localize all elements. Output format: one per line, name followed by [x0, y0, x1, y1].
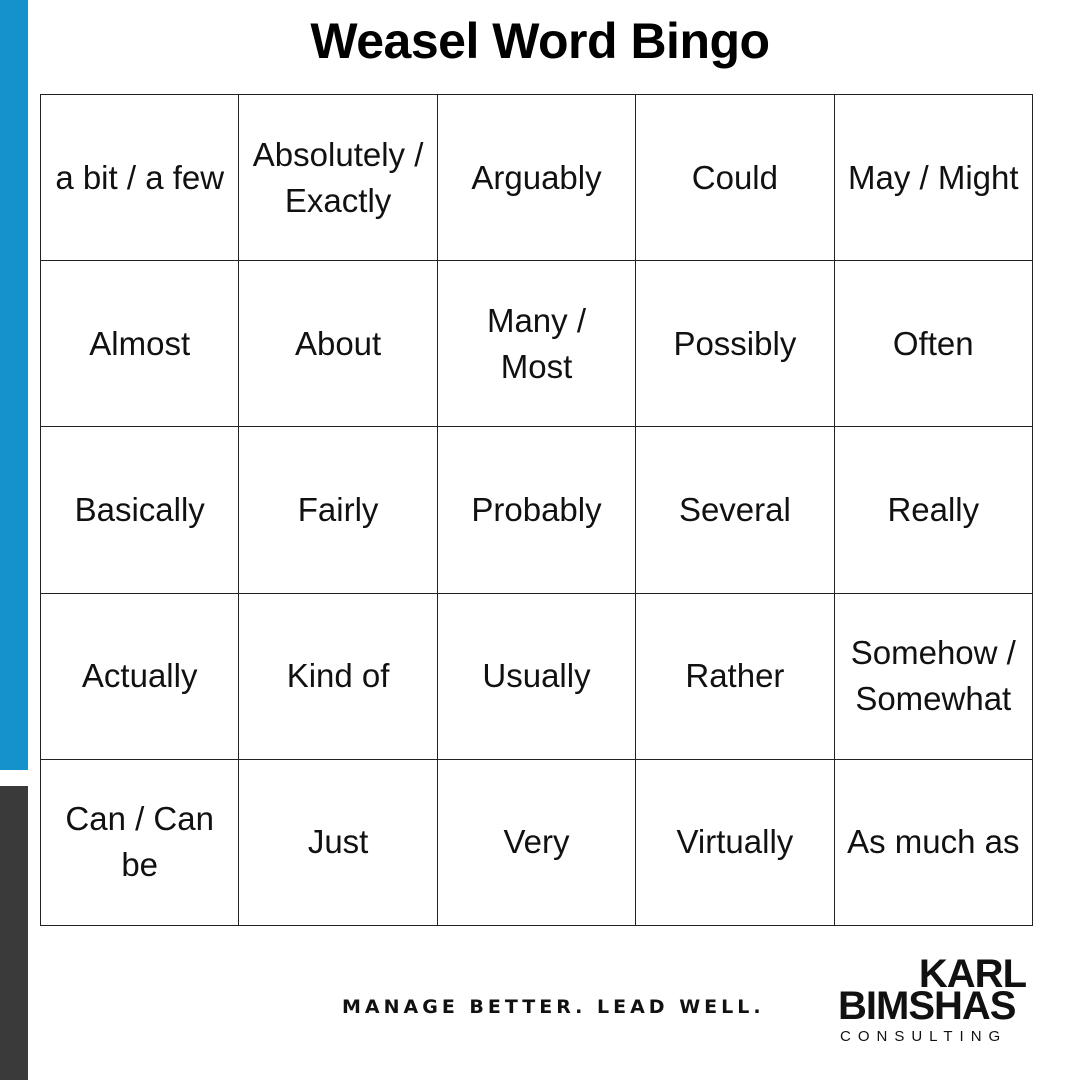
- bingo-cell: [239, 95, 437, 261]
- bingo-cell-label: Can / Can be: [65, 800, 214, 884]
- bingo-cell-label: About: [294, 324, 382, 362]
- bingo-cell-label: Many / Most: [486, 301, 587, 385]
- bingo-cell: [636, 760, 834, 926]
- bingo-cell: [41, 427, 239, 593]
- accent-bar-blue: [0, 0, 28, 770]
- bingo-cell: [835, 95, 1033, 261]
- bingo-cell: [239, 427, 437, 593]
- bingo-cell: [239, 594, 437, 760]
- bingo-cell-label: Almost: [89, 324, 191, 362]
- bingo-cell: [636, 261, 834, 427]
- bingo-cell-label: May / Might: [848, 158, 1019, 196]
- bingo-cell: [41, 760, 239, 926]
- bingo-cell-label: Just: [307, 823, 369, 861]
- bingo-cell-label: Somehow / Somewhat: [850, 634, 1016, 718]
- bingo-cell-label: Fairly: [297, 490, 379, 528]
- bingo-cell: [636, 95, 834, 261]
- bingo-cell: [41, 261, 239, 427]
- bingo-cell: [438, 261, 636, 427]
- bingo-cell-label: Virtually: [676, 823, 794, 861]
- company-logo: [838, 954, 1028, 1044]
- bingo-cell: [835, 261, 1033, 427]
- bingo-cell-label: a bit / a few: [55, 158, 225, 196]
- bingo-cell: [438, 427, 636, 593]
- bingo-cell-label: Actually: [81, 657, 198, 695]
- bingo-cell-label: Really: [887, 490, 980, 528]
- bingo-cell-label: Absolutely / Exactly: [252, 135, 424, 219]
- bingo-cell: [636, 427, 834, 593]
- logo-line-3: CONSULTING: [840, 1028, 1008, 1045]
- bingo-cell: [239, 760, 437, 926]
- bingo-cell: [41, 594, 239, 760]
- bingo-cell-label: Basically: [74, 490, 205, 528]
- bingo-cell-label: Kind of: [286, 657, 390, 695]
- bingo-cell: [835, 594, 1033, 760]
- bingo-cell: [438, 95, 636, 261]
- bingo-cell: [438, 594, 636, 760]
- bingo-cell-label: Possibly: [673, 324, 797, 362]
- bingo-cell-label: Probably: [471, 490, 602, 528]
- bingo-cell: [41, 95, 239, 261]
- bingo-cell-label: Very: [503, 823, 570, 861]
- page-title: Weasel Word Bingo: [310, 13, 770, 69]
- bingo-cell: [835, 427, 1033, 593]
- accent-bar-dark: [0, 786, 28, 1080]
- bingo-cell: [835, 760, 1033, 926]
- bingo-cell-label: Often: [892, 324, 974, 362]
- bingo-cell: [239, 261, 437, 427]
- bingo-cell-label: Several: [678, 490, 791, 528]
- bingo-grid: [40, 94, 1033, 926]
- bingo-cell-label: Arguably: [471, 158, 602, 196]
- bingo-cell: [636, 594, 834, 760]
- bingo-cell-label: Rather: [685, 657, 785, 695]
- bingo-cell: [438, 760, 636, 926]
- bingo-cell-label: As much as: [847, 823, 1020, 861]
- logo-line-1: KARL: [918, 952, 1026, 996]
- tagline: MANAGE BETTER. LEAD WELL.: [342, 996, 765, 1018]
- bingo-cell-label: Could: [691, 158, 778, 196]
- logo-line-2: BIMSHAS: [838, 984, 1016, 1028]
- bingo-cell-label: Usually: [482, 657, 591, 695]
